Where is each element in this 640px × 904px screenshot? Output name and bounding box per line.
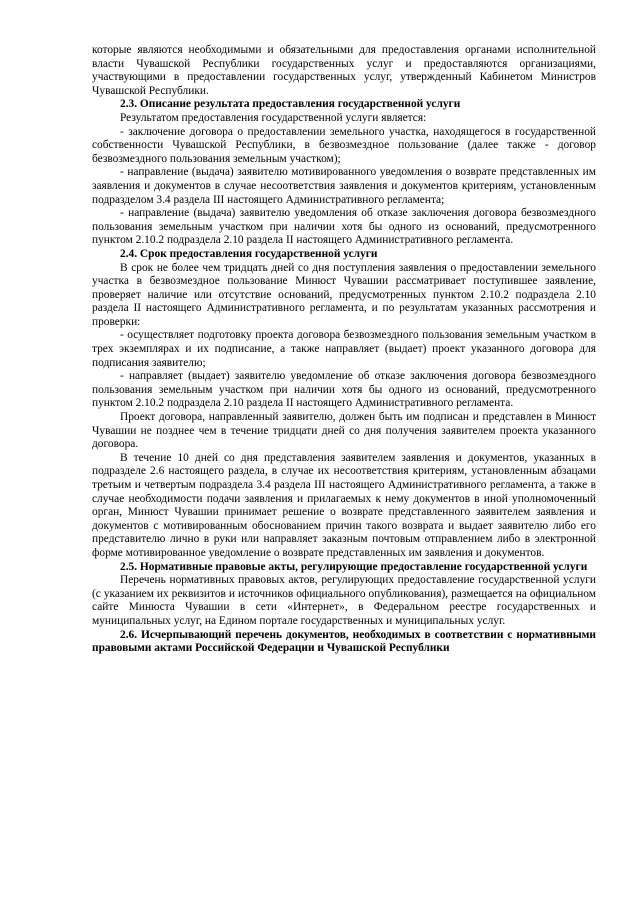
paragraph: Проект договора, направленный заявителю, должен быть им подписан и представлен в Минюст Чувашии не позднее чем в течение тридцати дней со дня получения заявителем проекта указанного договора. [92, 411, 596, 451]
paragraph: Перечень нормативных правовых актов, регулирующих предоставление государственной услуги (с указанием их реквизитов и источников официального опубликования), размещается на официальном сайте Минюста Чувашии в сети «Интернет», в Федеральном реестре государственных и муниципальных услуг, на Едином портале государственных и муниципальных услуг. [92, 574, 596, 627]
list-item: - направление (выдача) заявителю уведомления об отказе заключения договора безвозмездного пользования земельным участком при наличии хотя бы одного из оснований, предусмотренного пунктом 2.10.2 подраздела 2.10 раздела II настоящего Административного регламента. [92, 207, 596, 247]
section-heading: 2.4. Срок предоставления государственной услуги [120, 247, 378, 260]
section-heading: 2.5. Нормативные правовые акты, регулирующие предоставление государственной услуги [120, 560, 588, 573]
paragraph: которые являются необходимыми и обязательными для предоставления органами исполнительной власти Чувашской Республики государственных услуг и предоставляются организациями, участвующими в предоставлении государственных услуг, утвержденный Кабинетом Министров Чувашской Республики. [92, 44, 596, 97]
paragraph: В течение 10 дней со дня представления заявителем заявления и документов, указанных в подразделе 2.6 настоящего раздела, в случае их несоответствия критериям, установленным абзацами третьим и четвертым подраздела 3.4 раздела III настоящего Административного регламента, а также в случае необходимости подачи заявления и прилагаемых к нему документов в иной уполномоченный орган, Минюст Чувашии принимает решение о возврате представленного заявителем заявления и документов с мотивированным обоснованием причин такого возврата и выдает заявителю либо его представителю лично в руки или направляет заказным почтовым отправлением либо в электронной форме мотивированное уведомление о возврате представленных им заявления и документов. [92, 451, 596, 559]
list-item: - направление (выдача) заявителю мотивированного уведомления о возврате представленных им заявления и документов в случае несоответствия заявления и документов критериям, установленным подразделом 3.4 раздела III настоящего Административного регламента; [92, 166, 596, 206]
paragraph: В срок не более чем тридцать дней со дня поступления заявления о предоставлении земельного участка в безвозмездное пользование Минюст Чувашии рассматривает поступившее заявление, проверяет наличие или отсутствие оснований, предусмотренных пунктом 2.10.2 подраздела 2.10 раздела II настоящего Административного регламента, и по результатам указанных рассмотрения и проверки: [92, 261, 596, 328]
list-item: - направляет (выдает) заявителю уведомление об отказе заключения договора безвозмездного пользования земельным участком при наличии хотя бы одного из оснований, предусмотренного пунктом 2.10.2 подраздела 2.10 раздела II настоящего Административного регламента. [92, 370, 596, 410]
document-page [92, 44, 596, 656]
paragraph: Результатом предоставления государственной услуги является: [120, 111, 427, 124]
section-heading: 2.3. Описание результата предоставления государственной услуги [120, 98, 461, 111]
list-item: - заключение договора о предоставлении земельного участка, находящегося в государственной собственности Чувашской Республики, в безвозмездное пользование (далее также - договор безвозмездного пользования земельным участком); [92, 125, 596, 165]
list-item: - осуществляет подготовку проекта договора безвозмездного пользования земельным участком в трех экземплярах и их подписание, а также направляет (выдает) проект указанного договора для подписания заявителю; [92, 329, 596, 369]
section-heading: 2.6. Исчерпывающий перечень документов, необходимых в соответствии с нормативными правовыми актами Российской Федерации и Чувашской Республики [92, 628, 596, 655]
